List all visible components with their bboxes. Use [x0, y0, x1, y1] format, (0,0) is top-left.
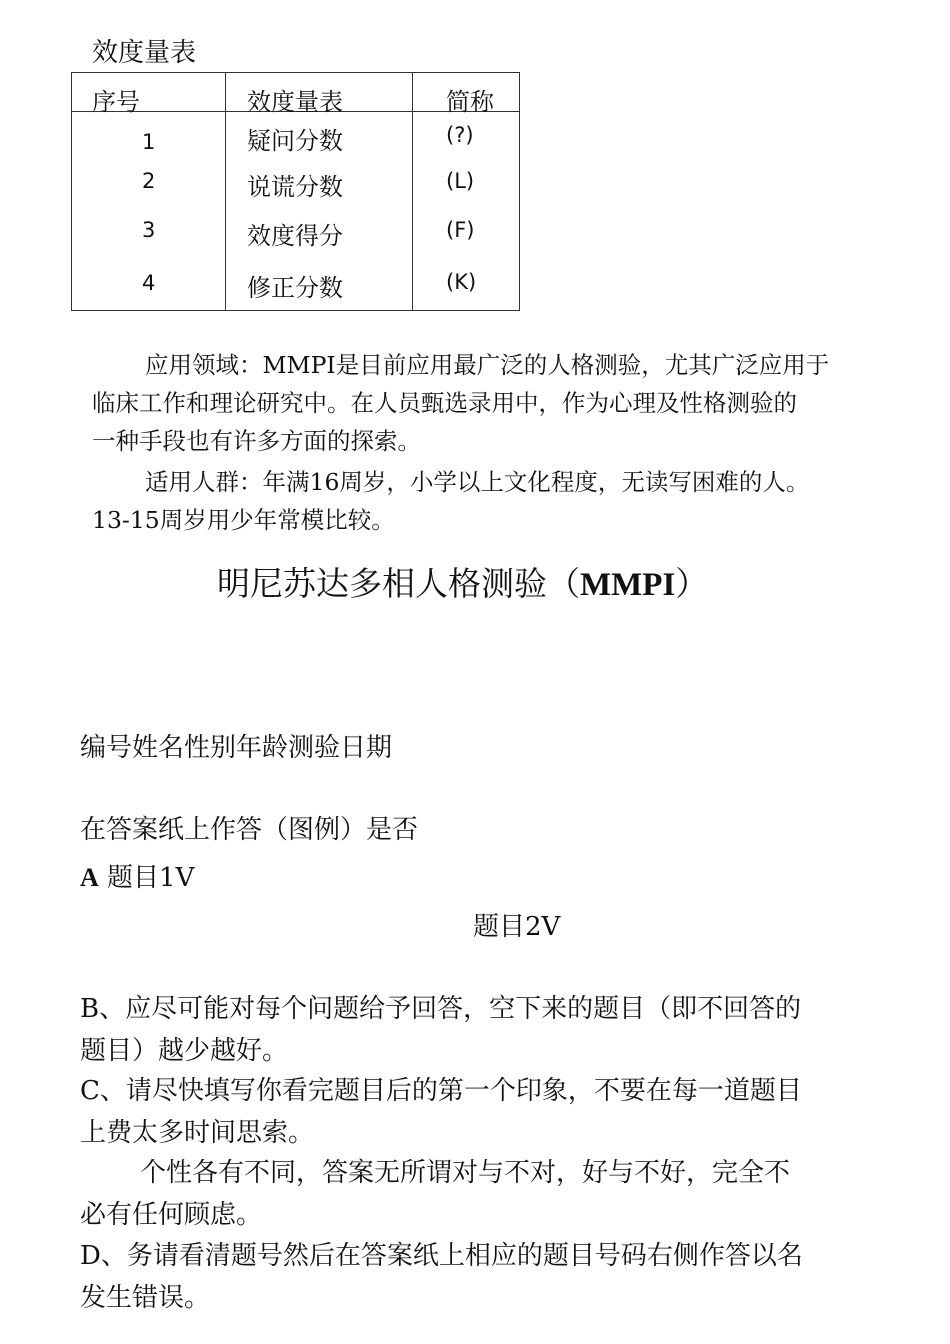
test-title-suffix: ）: [675, 564, 709, 603]
instruction-c-line: 上费太多时间思索。: [80, 1118, 315, 1148]
info-fields-line: 编号姓名性别年龄测验日期: [80, 733, 393, 763]
table-row-scale: 说谎分数: [247, 173, 343, 201]
population-paragraph-line: 适用人群：年满16周岁，小学以上文化程度，无读写困难的人。: [145, 468, 810, 496]
table-row-abbr: (K): [446, 270, 477, 294]
instruction-d-line: D、务请看清题号然后在答案纸上相应的题目号码右侧作答以名: [80, 1241, 803, 1271]
table-row-abbr: (?): [446, 123, 474, 147]
instruction-b-line: B、应尽可能对每个问题给予回答，空下来的题目（即不回答的: [80, 994, 802, 1024]
instruction-note-line: 个性各有不同，答案无所谓对与不对，好与不好，完全不: [140, 1158, 791, 1188]
application-paragraph-line: 应用领域：MMPI是目前应用最广泛的人格测验，尤其广泛应用于: [145, 351, 830, 379]
table-title: 效度量表: [92, 38, 197, 68]
table-divider: [412, 73, 413, 310]
test-title-acronym: MMPI: [580, 567, 676, 603]
table-row-number: 2: [142, 169, 156, 193]
table-row-scale: 修正分数: [247, 274, 343, 302]
table-row-number: 4: [142, 271, 156, 295]
table-row-abbr: (L): [446, 169, 475, 193]
table-row-scale: 疑问分数: [247, 127, 343, 155]
table-row-number: 3: [142, 218, 156, 242]
table-header-abbr: 简称: [446, 88, 494, 116]
example-line-1: [80, 857, 194, 894]
instruction-c-line: C、请尽快填写你看完题目后的第一个印象，不要在每一道题目: [80, 1076, 802, 1106]
table-row-number: 1: [142, 130, 156, 154]
example-label: A: [80, 863, 99, 892]
validity-scale-table: [71, 72, 520, 311]
table-header-number: 序号: [92, 88, 140, 116]
application-paragraph-line: 一种手段也有许多方面的探索。: [92, 427, 421, 455]
table-row-abbr: (F): [446, 218, 475, 242]
example-item-2: 题目2V: [473, 912, 561, 942]
instruction-b-line: 题目）越少越好。: [80, 1036, 289, 1066]
table-row-scale: 效度得分: [247, 222, 343, 250]
test-title-prefix: 明尼苏达多相人格测验（: [217, 564, 580, 603]
test-title: [217, 558, 708, 605]
answer-intro: 在答案纸上作答（图例）是否: [80, 815, 419, 845]
instruction-note-line: 必有任何顾虑。: [80, 1200, 263, 1230]
example-item-1: 题目1V: [107, 863, 195, 893]
table-header-scale: 效度量表: [247, 88, 343, 116]
population-paragraph-line: 13-15周岁用少年常模比较。: [92, 506, 395, 534]
table-divider: [225, 73, 226, 310]
application-paragraph-line: 临床工作和理论研究中。在人员甄选录用中，作为心理及性格测验的: [92, 389, 797, 417]
instruction-d-line: 发生错误。: [80, 1283, 211, 1313]
